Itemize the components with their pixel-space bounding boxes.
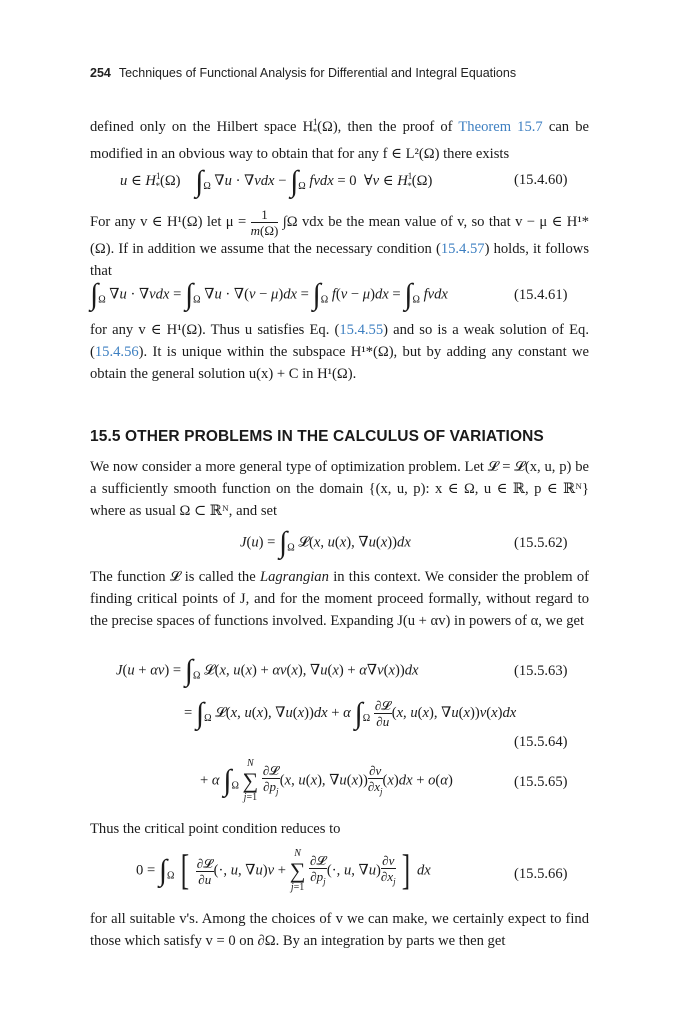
equation-15-4-61: $\int_\Omega$ $\nabla u \cdot \nabla vdx = \int_\Omega$ $\nabla u \cdot \nabla(v - \mu)dx = \int_\Omega$ $f(v - \mu)dx = \int_\Omega$ fvdx xyxy=(90,278,448,311)
equation-number: (15.5.63) xyxy=(514,663,568,679)
equation-15-4-60: u ∈ $H^1_*(\Omega)$ $\int_\Omega$ $\nabla u \cdot \nabla vdx - \int_\Omega$ fvdx = 0 ∀v ∈ $H^1_*(\Omega)$ xyxy=(120,164,433,198)
page-number: 254 xyxy=(90,66,111,80)
running-header xyxy=(90,66,516,80)
equation-number: (15.4.60) xyxy=(514,172,568,188)
eq-link-56[interactable]: 15.4.56 xyxy=(94,344,139,360)
eq-link-55[interactable]: 15.4.55 xyxy=(339,322,384,338)
equation-15-5-63: $J(u + \alpha v) = \int_\Omega$ 𝓛(x, u(x) + αv(x), ∇u(x) + α∇v(x))dx xyxy=(116,654,419,687)
equation-15-5-66: $0 = \int_\Omega$ [ $\frac{\text{∂𝓛}}{\partial u}$ (·, u, ∇u)v + N ∑ j=1 $\frac{\text{∂𝓛}}{\partial p_j}$ (·, u, ∇u) $\frac{\partial v}{\partial x_j}$ ] dx xyxy=(136,848,431,894)
equation-number: (15.5.65) xyxy=(514,774,568,790)
paragraph-6: Thus the critical point condition reduces to xyxy=(90,821,341,837)
paragraph-4: We now consider a more general type of optimization problem. Let 𝓛 = 𝓛(x, u, p) be a sufficiently smooth function on the domain {(x, u, p): x ∈ Ω, u ∈ ℝ, p ∈ ℝᴺ} where as usual Ω ⊂ ℝᴺ, and set xyxy=(90,459,589,519)
paragraph-3: for any v ∈ H¹(Ω). Thus u satisfies Eq. (15.4.55) and so is a weak solution of Eq. (15.4.56). It is unique within the subspace H¹*(Ω), but by adding any constant we obtain the general solution u(x) + C in H¹(Ω). xyxy=(90,322,589,382)
theorem-link[interactable]: Theorem 15.7 xyxy=(458,118,543,135)
equation-number: (15.5.62) xyxy=(514,535,568,551)
condition-link[interactable]: 15.4.57 xyxy=(440,241,485,257)
equation-15-5-65: + α $\int_\Omega$ N ∑ j=1 $\frac{\text{∂𝓛}}{\partial p_j}$ (x, u(x), ∇u(x)) $\frac{\partial v}{\partial x_j}$ (x)dx + o(α) xyxy=(200,758,453,803)
paragraph-7: for all suitable v's. Among the choices of v we can make, we certainly expect to find those which satisfy v = 0 on ∂Ω. By an integration by parts we then get xyxy=(90,911,589,949)
running-title: Techniques of Functional Analysis for Differential and Integral Equations xyxy=(118,66,517,80)
equation-number: (15.5.64) xyxy=(514,734,568,750)
paragraph-5: The function 𝓛 is called the Lagrangian in this context. We consider the problem of finding critical points of J, and for the moment proceed formally, without regard to the precise spaces of functions involved. Expanding J(u + αv) in powers of α, we get xyxy=(90,569,589,629)
section-heading: 15.5 OTHER PROBLEMS IN THE CALCULUS OF VARIATIONS xyxy=(90,428,544,445)
equation-number: (15.4.61) xyxy=(514,287,568,303)
equation-15-5-62: $J(u) = \int_\Omega$ 𝓛(x, u(x), ∇u(x))dx xyxy=(240,526,411,559)
paragraph-2: For any v ∈ H¹(Ω) let μ = $\frac{1}{m(\Omega)}$ ∫Ω vdx be the mean value of v, so that v − μ ∈ H¹*(Ω). If in addition we assume that the necessary condition (15.4.57) holds, it follows that xyxy=(90,207,590,279)
paragraph-1: defined only on the Hilbert space $H^1_*(\Omega)$, then the proof of Theorem 15.7 can be modified in an obvious way to obtain that for any f ∈ L²(Ω) there exists xyxy=(90,117,589,162)
equation-number: (15.5.66) xyxy=(514,866,568,882)
equation-15-5-64: = $\int_\Omega$ 𝓛(x, u(x), ∇u(x))dx + α $\int_\Omega$ $\frac{\text{∂𝓛}}{\partial u}$ (x, u(x), ∇u(x))v(x)dx xyxy=(184,696,517,730)
